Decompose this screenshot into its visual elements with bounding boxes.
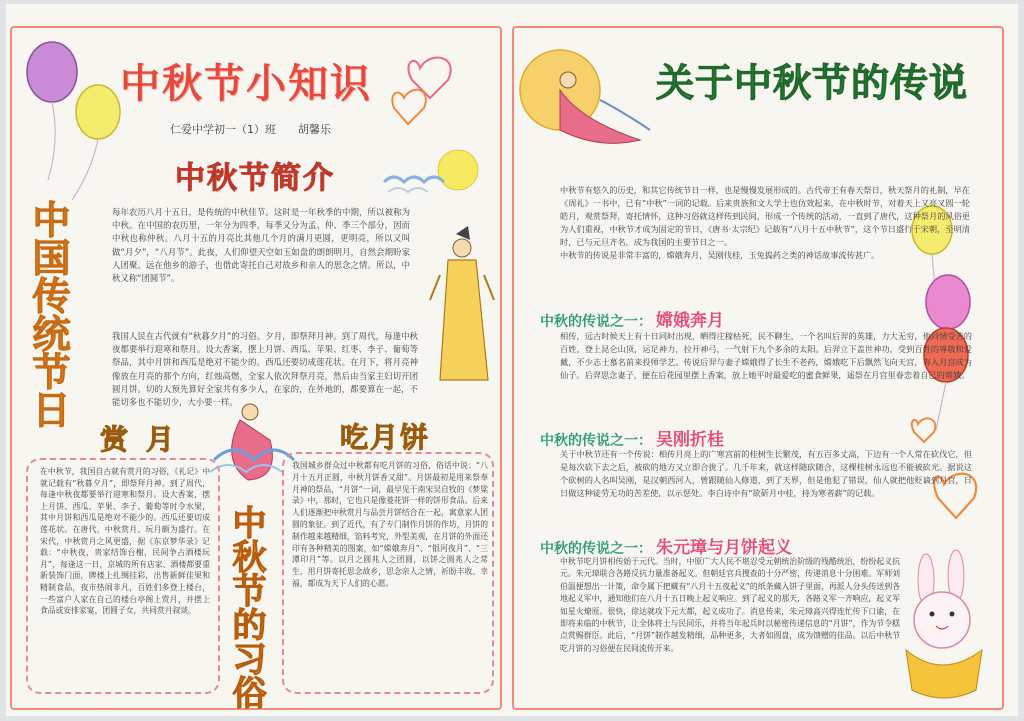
- legend-paragraph-2: 关于中秋节还有一个传说：相传月亮上的广寒宫前的桂树生长繁茂，有五百多丈高，下边有一个人常在砍伐它，但是每次砍下去之后，被砍的地方又立即合拢了。几千年来，就这样随砍随合，这棵桂树永远也不能被砍光。据说这个砍树的人名叫吴刚，是汉朝西河人，曾跟随仙人修道，到了天界，但是他犯了错误，仙人就把他贬谪到月宫，日日做这种徒劳无功的苦差使，以示惩处。李白诗中有“欲斫月中桂，持为寒者薪”的记载。: [560, 449, 972, 498]
- intro-heading: 中秋节简介: [175, 161, 335, 196]
- right-title: 关于中秋节的传说: [656, 61, 969, 105]
- moon-fairy-icon: [520, 50, 650, 143]
- vertical-festival-title: 中国传统节日: [26, 200, 70, 428]
- balloon-purple-icon: [27, 42, 77, 180]
- right-intro-paragraph: [560, 184, 970, 262]
- legend-paragraph-3: 中秋节吃月饼相传始于元代。当时，中原广大人民不堪忍受元朝统治阶级的残酷统治，纷纷起义抗元。朱元璋联合各路反抗力量准备起义。但朝廷官兵搜查的十分严密，传递消息十分困难。军师刘伯温便想出一计策，命令属下把藏有“八月十五夜起义”的纸条藏入饼子里面，再派人分头传送到各地起义军中，通知他们在八月十五日晚上起义响应。到了起义的那天，各路义军一齐响应，起义军如星火燎原。很快，徐达就攻下元大都，起义成功了。消息传来，朱元璋高兴得连忙传下口谕，在即将来临的中秋节，让全体将士与民同乐，并将当年起兵时以秘密传递信息的“月饼”，作为节令糕点赏赐群臣。此后，“月饼”制作越发精细，品种更多，大者如圆盘，成为馈赠的佳品。以后中秋节吃月饼的习俗便在民间流传开来。: [560, 557, 900, 653]
- balloon-yellow-icon: [72, 85, 120, 200]
- legend-prefix-1: 中秋的传说之一：: [540, 314, 652, 330]
- heart-icon: [392, 58, 450, 124]
- legend-name-3: 朱元璋与月饼起义: [656, 538, 792, 558]
- rabbit-icon: [906, 550, 982, 698]
- left-title: 中秋节小知识: [120, 61, 372, 107]
- intro-paragraph-1: 每年农历八月十五日，是传统的中秋佳节。这时是一年秋季的中期，所以被称为中秋。在中国的农历里，一年分为四季，每季又分为孟、仲、季三个部分，因而中秋也称仲秋。八月十五的月亮比其他几个月的满月更圆，更明亮，所以又叫做“月夕”，“八月节”。此夜，人们仰望天空如玉如盘的朗朗明月，自然会期盼家人团聚。远在他乡的游子，也借此寄托自己对故乡和亲人的思念之情。所以，中秋又称“团圆节”。: [112, 207, 410, 284]
- legend-name-2: 吴刚折桂: [656, 430, 724, 450]
- right-intro-text-1: 中秋节有悠久的历史，和其它传统节日一样，也是慢慢发展形成的。古代帝王有春天祭日，秋天祭月的礼制，早在《周礼》一书中，已有“中秋”一词的记载。后来贵族和文人学士也仿效起来，在中秋时节，对着天上又亮又圆一轮皓月，观赏祭拜，寄托情怀，这种习俗就这样传到民间，形成一个传统的活动，一直到了唐代，这种祭月的风俗更为人们重视，中秋节才成为固定的节日，《唐书·太宗纪》记载有“八月十五中秋节”，这个节日盛行于宋朝，至明清时，已与元旦齐名，成为我国的主要节日之一。: [560, 185, 970, 247]
- byline: 仁爱中学初一（1）班 胡馨乐: [170, 123, 331, 136]
- custom-paragraph-2: 我国城乡群众过中秋都有吃月饼的习俗，俗话中说：“八月十五月正圆，中秋月饼香又甜”。月饼最初是用来祭奉月神的祭品，“月饼”一词，最早见于南宋吴自牧的《梦粱录》中，那时，它也只是像菱花饼一样的饼形食品。后来人们逐渐把中秋赏月与品尝月饼结合在一起，寓意家人团圆的象征。到了近代，有了专门制作月饼的作坊，月饼的制作越来越精细，馅料考究，外型美观，在月饼的外面还印有各种精美的图案，如“嫦娥奔月”、“银河夜月”、“三潭印月”等。以月之圆兆人之团圆，以饼之圆兆人之常生，用月饼寄托思念故乡，思念亲人之情，祈盼丰收、幸福，都成为天下人们的心愿。: [292, 461, 488, 588]
- custom-paragraph-1: 在中秋节，我国自古就有赏月的习俗，《礼记》中就记载有“秋暮夕月”，即祭拜月神。到了周代，每逢中秋夜都要举行迎寒和祭月。设大香案，摆上月饼、西瓜、苹果、李子、葡萄等时令水果，其中月饼和西瓜是绝对不能少的。西瓜还要切成莲花状。在唐代，中秋赏月、玩月颇为盛行。在宋代，中秋赏月之风更盛，据《东京梦华录》记载：“中秋夜，贵家结饰台榭，民间争占酒楼玩月”，每逢这一日，京城的所有店家、酒楼都要重新装饰门面，牌楼上扎绸挂彩，出售新鲜佳果和精制食品，夜市热闹非凡，百姓们多登上楼台，一些富户人家在自己的楼台亭阁上赏月，并摆上食品或安排家宴，团圆子女，共同赏月叙谈。: [40, 467, 210, 616]
- legend-heading-3: [540, 533, 792, 558]
- legend-prefix-3: 中秋的传说之一：: [540, 541, 652, 557]
- legend-prefix-2: 中秋的传说之一：: [540, 433, 652, 449]
- legend-heading-1: [540, 306, 724, 331]
- moon-icon: [384, 150, 478, 192]
- legend-name-1: 嫦娥奔月: [656, 311, 724, 331]
- legend-paragraph-1: 相传，远古时候天上有十日同时出现，晒得庄稼枯死，民不聊生，一个名叫后羿的英雄，力大无穷，他同情受苦的百姓，登上昆仑山顶，运足神力，拉开神弓，一气射下九个多余的太阳。后羿立下盖世神功，受到百姓的尊敬和爱戴，不少志士慕名前来投师学艺。传说后羿与妻子嫦娥得了长生不老药，嫦娥吃下后飘然飞向天宫，奔入月宫成为仙子。后羿思念妻子，便在后花园里摆上香案，放上她平时最爱吃的蜜食鲜果，遥祭在月宫里眷恋着自己的嫦娥。: [560, 331, 972, 380]
- heading-moon-viewing: 赏月: [100, 423, 193, 456]
- right-intro-text-2: 中秋节的传说是非常丰富的，嫦娥奔月，吴刚伐桂，玉兔捣药之类的神话故事流传甚广。: [560, 250, 880, 260]
- legend-heading-2: [540, 425, 724, 450]
- vertical-custom-title: 中秋节的习俗: [226, 505, 266, 709]
- heading-mooncake: 吃月饼: [340, 421, 431, 454]
- scholar-figure-icon: [430, 226, 494, 380]
- intro-paragraph-2: 我国人民在古代就有“秋暮夕月”的习俗。夕月，即祭拜月神。到了周代，每逢中秋夜都要举行迎寒和祭月。设大香案，摆上月饼、西瓜、苹果、红枣、李子、葡萄等祭品，其中月饼和西瓜是绝对不能少的。西瓜还要切成莲花状。在月下，将月亮神像放在月亮的那个方向，红烛高燃，全家人依次拜祭月亮，然后由当家主妇切开团圆月饼。切的人预先算好全家共有多少人，在家的，在外地的，都要算在一起，不能切多也不能切少，大小要一样。: [112, 331, 418, 408]
